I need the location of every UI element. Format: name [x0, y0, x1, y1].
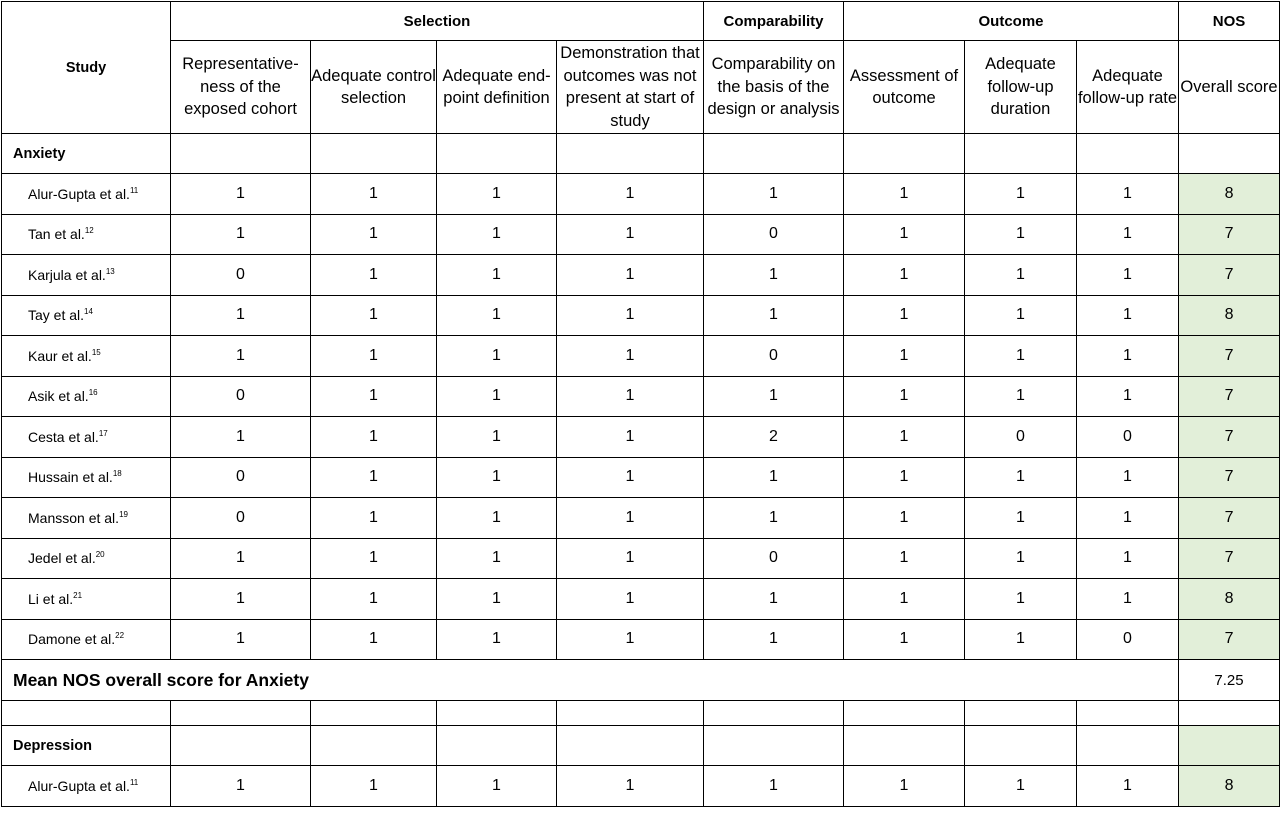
criterion-score-cell: 1: [965, 619, 1077, 660]
table-row: [2, 255, 1280, 296]
nos-quality-table: [1, 1, 1280, 807]
criterion-score-cell: 1: [965, 457, 1077, 498]
criterion-score-cell: 1: [437, 174, 557, 215]
criterion-score-cell: 1: [437, 579, 557, 620]
criterion-score-cell: 1: [311, 498, 437, 539]
reference-number: 13: [105, 266, 115, 276]
study-name-cell: [2, 457, 171, 498]
criterion-score-cell: 1: [311, 579, 437, 620]
overall-score-cell: 7: [1179, 336, 1280, 377]
criterion-score-cell: 1: [704, 766, 844, 807]
table-row: [2, 174, 1280, 215]
criterion-score-cell: 0: [704, 336, 844, 377]
study-name-cell: [2, 766, 171, 807]
criterion-score-cell: 1: [1077, 766, 1179, 807]
column-header: Demonstration that outcomes was not present at start of study: [557, 41, 704, 134]
criterion-score-cell: 1: [171, 214, 311, 255]
reference-number: 19: [119, 509, 128, 519]
criterion-score-cell: 1: [844, 538, 965, 579]
criterion-score-cell: 1: [171, 619, 311, 660]
overall-score-cell: 8: [1179, 766, 1280, 807]
study-name: Kaur et al.: [28, 347, 92, 364]
criterion-score-cell: 1: [311, 295, 437, 336]
reference-number: 18: [112, 469, 122, 479]
mean-score-label: Mean NOS overall score for Anxiety: [2, 660, 1179, 701]
table-row: [2, 498, 1280, 539]
criterion-score-cell: 1: [557, 214, 704, 255]
criterion-score-cell: 1: [704, 376, 844, 417]
criterion-score-cell: 1: [557, 766, 704, 807]
criterion-score-cell: 1: [557, 174, 704, 215]
table-header: [2, 2, 1280, 134]
overall-score-cell: 7: [1179, 538, 1280, 579]
table-row: [2, 376, 1280, 417]
criterion-score-cell: 1: [557, 255, 704, 296]
criterion-score-cell: 1: [437, 376, 557, 417]
reference-number: 15: [91, 347, 101, 357]
column-header: Adequate end-point definition: [437, 41, 557, 134]
section-label: Anxiety: [2, 134, 171, 174]
study-name-cell: [2, 417, 171, 458]
criterion-score-cell: 1: [965, 336, 1077, 377]
criterion-score-cell: 1: [1077, 498, 1179, 539]
overall-score-cell: 7: [1179, 417, 1280, 458]
study-name-cell: [2, 498, 171, 539]
reference-number: 14: [84, 307, 93, 317]
study-name: Tan et al.: [28, 226, 85, 243]
criterion-score-cell: 1: [171, 538, 311, 579]
criterion-score-cell: 1: [704, 295, 844, 336]
study-name: Hussain et al.: [28, 469, 113, 486]
overall-score-cell: 7: [1179, 498, 1280, 539]
criterion-score-cell: 0: [171, 255, 311, 296]
criterion-score-cell: 0: [171, 376, 311, 417]
criterion-score-cell: 1: [704, 255, 844, 296]
criterion-score-cell: 1: [557, 336, 704, 377]
study-name: Cesta et al.: [28, 428, 99, 445]
table-row: [2, 417, 1280, 458]
depression-rows: [2, 766, 1280, 807]
criterion-score-cell: 1: [1077, 255, 1179, 296]
criterion-score-cell: 0: [171, 498, 311, 539]
criterion-score-cell: 1: [171, 174, 311, 215]
criterion-score-cell: 1: [844, 214, 965, 255]
column-header: Adequate follow-up rate: [1077, 41, 1179, 134]
criterion-score-cell: 1: [437, 619, 557, 660]
study-name-cell: [2, 255, 171, 296]
anxiety-summary: [2, 660, 1280, 766]
criterion-score-cell: 1: [844, 766, 965, 807]
criterion-score-cell: 1: [311, 766, 437, 807]
criterion-score-cell: 1: [437, 538, 557, 579]
table-body: [2, 134, 1280, 174]
criterion-score-cell: 1: [965, 538, 1077, 579]
criterion-score-cell: 1: [171, 336, 311, 377]
study-name-cell: [2, 174, 171, 215]
criterion-score-cell: 0: [704, 538, 844, 579]
criterion-score-cell: 1: [1077, 336, 1179, 377]
section-row-depression: [2, 726, 1280, 766]
column-header: Representative-ness of the exposed cohort: [171, 41, 311, 134]
criterion-score-cell: 1: [437, 295, 557, 336]
criterion-score-cell: 1: [311, 214, 437, 255]
criterion-score-cell: 1: [437, 498, 557, 539]
study-name-cell: [2, 619, 171, 660]
criterion-score-cell: 1: [965, 579, 1077, 620]
criterion-score-cell: 1: [965, 376, 1077, 417]
column-header: Assessment of outcome: [844, 41, 965, 134]
study-name: Li et al.: [28, 590, 74, 607]
criterion-score-cell: 1: [557, 498, 704, 539]
column-header: Adequate follow-up duration: [965, 41, 1077, 134]
reference-number: 16: [88, 388, 98, 398]
study-name: Asik et al.: [28, 388, 89, 405]
overall-score-cell: 8: [1179, 579, 1280, 620]
criterion-score-cell: 1: [704, 174, 844, 215]
criterion-score-cell: 1: [171, 766, 311, 807]
mean-score-row: [2, 660, 1280, 701]
overall-score-cell: 7: [1179, 255, 1280, 296]
criterion-score-cell: 1: [437, 255, 557, 296]
overall-score-cell: 8: [1179, 174, 1280, 215]
criterion-score-cell: 1: [965, 214, 1077, 255]
criterion-score-cell: 0: [171, 457, 311, 498]
criterion-score-cell: 1: [704, 579, 844, 620]
criterion-score-cell: 1: [311, 619, 437, 660]
criterion-score-cell: 1: [965, 295, 1077, 336]
criterion-score-cell: 2: [704, 417, 844, 458]
criterion-score-cell: 1: [1077, 579, 1179, 620]
criterion-score-cell: 1: [1077, 538, 1179, 579]
table-row: [2, 214, 1280, 255]
criterion-score-cell: 1: [311, 457, 437, 498]
criterion-score-cell: 1: [437, 417, 557, 458]
selection-group-header: Selection: [171, 2, 704, 41]
criterion-score-cell: 1: [437, 766, 557, 807]
criterion-score-cell: 1: [965, 766, 1077, 807]
criterion-score-cell: 1: [965, 498, 1077, 539]
criterion-score-cell: 1: [1077, 174, 1179, 215]
criterion-score-cell: 1: [965, 174, 1077, 215]
outcome-group-header: Outcome: [844, 2, 1179, 41]
table-row: [2, 538, 1280, 579]
study-name: Alur-Gupta et al.: [28, 185, 130, 202]
criterion-score-cell: 1: [844, 376, 965, 417]
criterion-score-cell: 1: [844, 336, 965, 377]
criterion-score-cell: 1: [844, 579, 965, 620]
criterion-score-cell: 1: [557, 417, 704, 458]
nos-group-header: NOS: [1179, 2, 1280, 41]
overall-score-cell: 7: [1179, 619, 1280, 660]
reference-number: 12: [84, 226, 94, 236]
criterion-score-cell: 1: [437, 336, 557, 377]
criterion-score-cell: 1: [557, 376, 704, 417]
column-header: Overall score: [1179, 41, 1280, 134]
criterion-score-cell: 1: [844, 498, 965, 539]
table-row: [2, 336, 1280, 377]
criterion-score-cell: 1: [171, 295, 311, 336]
criterion-score-cell: 1: [1077, 457, 1179, 498]
criterion-score-cell: 1: [844, 295, 965, 336]
study-header: Study: [2, 2, 171, 134]
anxiety-rows: [2, 174, 1280, 660]
criterion-score-cell: 0: [704, 214, 844, 255]
criterion-score-cell: 1: [557, 538, 704, 579]
criterion-score-cell: 1: [311, 538, 437, 579]
criterion-score-cell: 1: [704, 457, 844, 498]
criterion-score-cell: 1: [557, 457, 704, 498]
table-row: [2, 579, 1280, 620]
criterion-score-cell: 1: [557, 619, 704, 660]
study-name-cell: [2, 214, 171, 255]
study-name-cell: [2, 336, 171, 377]
criterion-score-cell: 1: [557, 579, 704, 620]
criterion-score-cell: 1: [844, 417, 965, 458]
overall-score-cell: 7: [1179, 457, 1280, 498]
study-name: Damone et al.: [28, 631, 116, 648]
criterion-score-cell: 1: [311, 336, 437, 377]
criterion-score-cell: 0: [965, 417, 1077, 458]
study-name: Alur-Gupta et al.: [28, 777, 130, 794]
reference-number: 11: [129, 777, 139, 787]
column-header: Adequate control selection: [311, 41, 437, 134]
mean-score-value: 7.25: [1179, 660, 1280, 701]
study-name: Tay et al.: [28, 307, 85, 324]
criterion-score-cell: 1: [704, 498, 844, 539]
criterion-score-cell: 1: [311, 255, 437, 296]
study-name-cell: [2, 538, 171, 579]
criterion-score-cell: 1: [1077, 376, 1179, 417]
study-name: Karjula et al.: [28, 266, 106, 283]
section-row-anxiety: [2, 134, 1280, 174]
overall-score-cell: 7: [1179, 376, 1280, 417]
criterion-score-cell: 0: [1077, 417, 1179, 458]
table-row: [2, 295, 1280, 336]
criterion-score-cell: 1: [171, 579, 311, 620]
column-header: Comparability on the basis of the design or analysis: [704, 41, 844, 134]
overall-score-cell: 8: [1179, 295, 1280, 336]
score-cell: [1179, 726, 1280, 766]
study-name-cell: [2, 579, 171, 620]
criterion-score-cell: 1: [311, 376, 437, 417]
criterion-score-cell: 1: [311, 417, 437, 458]
criterion-score-cell: 1: [1077, 214, 1179, 255]
criterion-score-cell: 1: [844, 255, 965, 296]
criterion-score-cell: 1: [1077, 295, 1179, 336]
overall-score-cell: 7: [1179, 214, 1280, 255]
criterion-score-cell: 1: [844, 174, 965, 215]
reference-number: 22: [115, 631, 125, 641]
reference-number: 17: [98, 428, 108, 438]
criterion-score-cell: 1: [844, 619, 965, 660]
criterion-score-cell: 1: [965, 255, 1077, 296]
study-name-cell: [2, 376, 171, 417]
section-label: Depression: [2, 726, 171, 766]
criterion-score-cell: 0: [1077, 619, 1179, 660]
study-name: Jedel et al.: [28, 550, 96, 567]
study-name: Mansson et al.: [28, 509, 120, 526]
criterion-score-cell: 1: [844, 457, 965, 498]
criterion-score-cell: 1: [171, 417, 311, 458]
criterion-score-cell: 1: [557, 295, 704, 336]
table-row: [2, 457, 1280, 498]
reference-number: 20: [95, 550, 105, 560]
criterion-score-cell: 1: [437, 457, 557, 498]
criterion-score-cell: 1: [311, 174, 437, 215]
table-row: [2, 766, 1280, 807]
table-row: [2, 619, 1280, 660]
reference-number: 21: [73, 590, 83, 600]
criterion-score-cell: 1: [437, 214, 557, 255]
criterion-score-cell: 1: [704, 619, 844, 660]
comparability-group-header: Comparability: [704, 2, 844, 41]
reference-number: 11: [129, 185, 139, 195]
study-name-cell: [2, 295, 171, 336]
spacer-row: [2, 701, 1280, 726]
